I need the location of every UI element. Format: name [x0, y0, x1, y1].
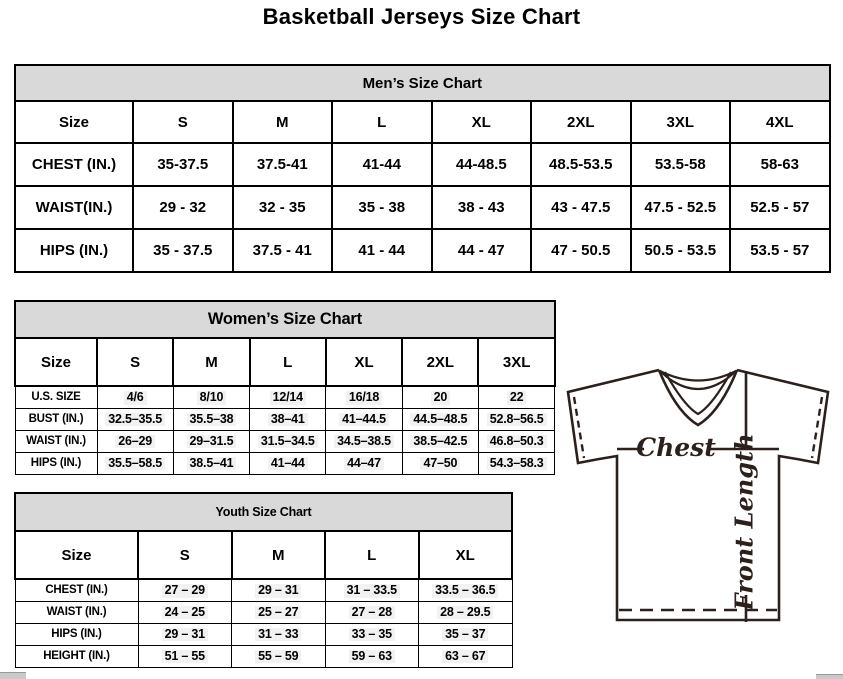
cell-value-text: 51 – 55 [162, 650, 208, 664]
table-row [15, 645, 512, 667]
cell-value: 37.5 - 41 [233, 229, 333, 272]
column-header: XL [432, 101, 532, 143]
cell-value [138, 601, 232, 623]
row-label: HIPS (IN.) [15, 229, 133, 272]
cell-value-text: 8/10 [197, 391, 227, 405]
table-row [15, 186, 830, 229]
cell-value: 29 - 32 [133, 186, 233, 229]
cell-value [402, 386, 478, 408]
cell-value-text: 22 [507, 391, 527, 405]
cell-value [232, 645, 326, 667]
cell-value: 47.5 - 52.5 [631, 186, 731, 229]
cell-value [402, 408, 478, 430]
jersey-outline-shape [568, 370, 828, 620]
cell-value-text: 35 – 37 [442, 628, 488, 642]
cell-value [419, 645, 513, 667]
table-row [15, 101, 830, 143]
cell-value-text: 55 – 59 [255, 650, 301, 664]
cell-value [97, 430, 173, 452]
cell-value: 37.5-41 [233, 143, 333, 186]
column-header: XL [326, 338, 402, 386]
row-label: U.S. SIZE [15, 386, 97, 408]
chest-label: Chest [636, 433, 716, 462]
cell-value [325, 623, 419, 645]
column-header: 3XL [478, 338, 554, 386]
row-label: BUST (IN.) [15, 408, 97, 430]
cell-value-text: 46.8–50.3 [487, 435, 547, 449]
cell-value-text: 59 – 63 [349, 650, 395, 664]
cell-value [325, 601, 419, 623]
cell-value [326, 386, 402, 408]
cell-value-text: 24 – 25 [162, 606, 208, 620]
table-row [15, 430, 555, 452]
column-header: 4XL [730, 101, 830, 143]
table-row [15, 601, 512, 623]
cell-value-text: 25 – 27 [255, 606, 301, 620]
cell-value [326, 408, 402, 430]
cropped-element-fragment [0, 672, 26, 679]
cell-value-text: 52.8–56.5 [487, 413, 547, 427]
mens-size-table [14, 64, 831, 273]
column-header: 3XL [631, 101, 731, 143]
cell-value: 48.5-53.5 [531, 143, 631, 186]
cell-value [478, 386, 554, 408]
column-header: L [332, 101, 432, 143]
cell-value-text: 34.5–38.5 [334, 435, 394, 449]
cell-value [97, 386, 173, 408]
cell-value-text: 44–47 [344, 457, 384, 471]
cell-value [478, 430, 554, 452]
table-row [15, 65, 830, 101]
column-header: S [138, 531, 232, 579]
column-header: M [232, 531, 326, 579]
column-header: L [325, 531, 419, 579]
row-label: WAIST(IN.) [15, 186, 133, 229]
cell-value [402, 430, 478, 452]
cell-value [97, 408, 173, 430]
table-row [15, 386, 555, 408]
cell-value [419, 579, 513, 601]
size-header-cell: Size [15, 531, 138, 579]
size-header-cell: Size [15, 338, 97, 386]
column-header: M [233, 101, 333, 143]
column-header: 2XL [402, 338, 478, 386]
cell-value-text: 35.5–38 [187, 413, 237, 427]
cell-value-text: 28 – 29.5 [437, 606, 493, 620]
cell-value [232, 579, 326, 601]
cell-value [478, 408, 554, 430]
cell-value-text: 35.5–58.5 [105, 457, 165, 471]
cell-value: 41-44 [332, 143, 432, 186]
cell-value-text: 41–44 [268, 457, 308, 471]
cell-value: 50.5 - 53.5 [631, 229, 731, 272]
cell-value [138, 623, 232, 645]
cell-value-text: 4/6 [124, 391, 147, 405]
table-row [15, 229, 830, 272]
cell-value-text: 29 – 31 [162, 628, 208, 642]
mens-table-title: Men’s Size Chart [15, 65, 830, 101]
row-label: CHEST (IN.) [15, 579, 138, 601]
cell-value [419, 623, 513, 645]
column-header: S [97, 338, 173, 386]
page-title: Basketball Jerseys Size Chart [262, 4, 581, 29]
cell-value [326, 452, 402, 474]
row-label: HIPS (IN.) [15, 452, 97, 474]
table-row [15, 493, 512, 531]
cell-value: 52.5 - 57 [730, 186, 830, 229]
size-header-cell: Size [15, 101, 133, 143]
cell-value [173, 386, 249, 408]
table-row [15, 143, 830, 186]
youth-size-table [14, 492, 513, 668]
table-row [15, 452, 555, 474]
cell-value-text: 38–41 [268, 413, 308, 427]
cell-value-text: 27 – 29 [162, 584, 208, 598]
cell-value-text: 33.5 – 36.5 [432, 584, 498, 598]
cell-value-text: 54.3–58.3 [487, 457, 547, 471]
row-label: WAIST (IN.) [15, 601, 138, 623]
cell-value-text: 38.5–42.5 [410, 435, 470, 449]
front-length-label: Front Length [729, 433, 759, 611]
cell-value: 35 - 38 [332, 186, 432, 229]
cell-value: 38 - 43 [432, 186, 532, 229]
column-header: S [133, 101, 233, 143]
table-row [15, 301, 555, 338]
cell-value: 47 - 50.5 [531, 229, 631, 272]
cell-value: 35-37.5 [133, 143, 233, 186]
table-row [15, 579, 512, 601]
cell-value: 58-63 [730, 143, 830, 186]
cell-value-text: 63 – 67 [442, 650, 488, 664]
row-label: WAIST (IN.) [15, 430, 97, 452]
table-row [15, 623, 512, 645]
cell-value: 32 - 35 [233, 186, 333, 229]
cropped-element-fragment [816, 674, 843, 679]
cell-value-text: 32.5–35.5 [105, 413, 165, 427]
cell-value-text: 29 – 31 [255, 584, 301, 598]
cell-value: 35 - 37.5 [133, 229, 233, 272]
cell-value [250, 408, 326, 430]
cell-value: 44 - 47 [432, 229, 532, 272]
column-header: M [173, 338, 249, 386]
cell-value-text: 38.5–41 [187, 457, 237, 471]
cell-value-text: 26–29 [115, 435, 155, 449]
cell-value-text: 27 – 28 [349, 606, 395, 620]
cell-value-text: 31 – 33.5 [344, 584, 400, 598]
cell-value-text: 47–50 [420, 457, 460, 471]
cell-value: 43 - 47.5 [531, 186, 631, 229]
cell-value [325, 645, 419, 667]
column-header: L [250, 338, 326, 386]
jersey-measurement-diagram [556, 360, 838, 632]
cell-value [232, 623, 326, 645]
cell-value [173, 452, 249, 474]
cell-value [250, 452, 326, 474]
cell-value [138, 645, 232, 667]
cell-value [173, 430, 249, 452]
cell-value-text: 31 – 33 [255, 628, 301, 642]
cell-value: 41 - 44 [332, 229, 432, 272]
cell-value-text: 33 – 35 [349, 628, 395, 642]
youth-table-title: Youth Size Chart [15, 493, 512, 531]
cell-value [138, 579, 232, 601]
row-label: HIPS (IN.) [15, 623, 138, 645]
womens-table-title: Women’s Size Chart [15, 301, 555, 338]
cell-value [250, 430, 326, 452]
vneck-inner-line [665, 372, 731, 414]
cell-value [232, 601, 326, 623]
cell-value [478, 452, 554, 474]
column-header: XL [419, 531, 513, 579]
cell-value [326, 430, 402, 452]
row-label: CHEST (IN.) [15, 143, 133, 186]
cell-value-text: 44.5–48.5 [410, 413, 470, 427]
cell-value-text: 16/18 [346, 391, 382, 405]
cell-value: 44-48.5 [432, 143, 532, 186]
cell-value [97, 452, 173, 474]
cell-value [402, 452, 478, 474]
cell-value-text: 41–44.5 [339, 413, 389, 427]
cell-value-text: 12/14 [270, 391, 306, 405]
cell-value [419, 601, 513, 623]
cell-value [250, 386, 326, 408]
womens-size-table [14, 300, 556, 475]
cell-value: 53.5-58 [631, 143, 731, 186]
cell-value-text: 29–31.5 [187, 435, 237, 449]
cell-value: 53.5 - 57 [730, 229, 830, 272]
cell-value [173, 408, 249, 430]
table-row [15, 338, 555, 386]
row-label: HEIGHT (IN.) [15, 645, 138, 667]
column-header: 2XL [531, 101, 631, 143]
vneck-outer-line [659, 370, 737, 425]
table-row [15, 408, 555, 430]
cell-value-text: 20 [431, 391, 451, 405]
cell-value [325, 579, 419, 601]
table-row [15, 531, 512, 579]
cell-value-text: 31.5–34.5 [258, 435, 318, 449]
